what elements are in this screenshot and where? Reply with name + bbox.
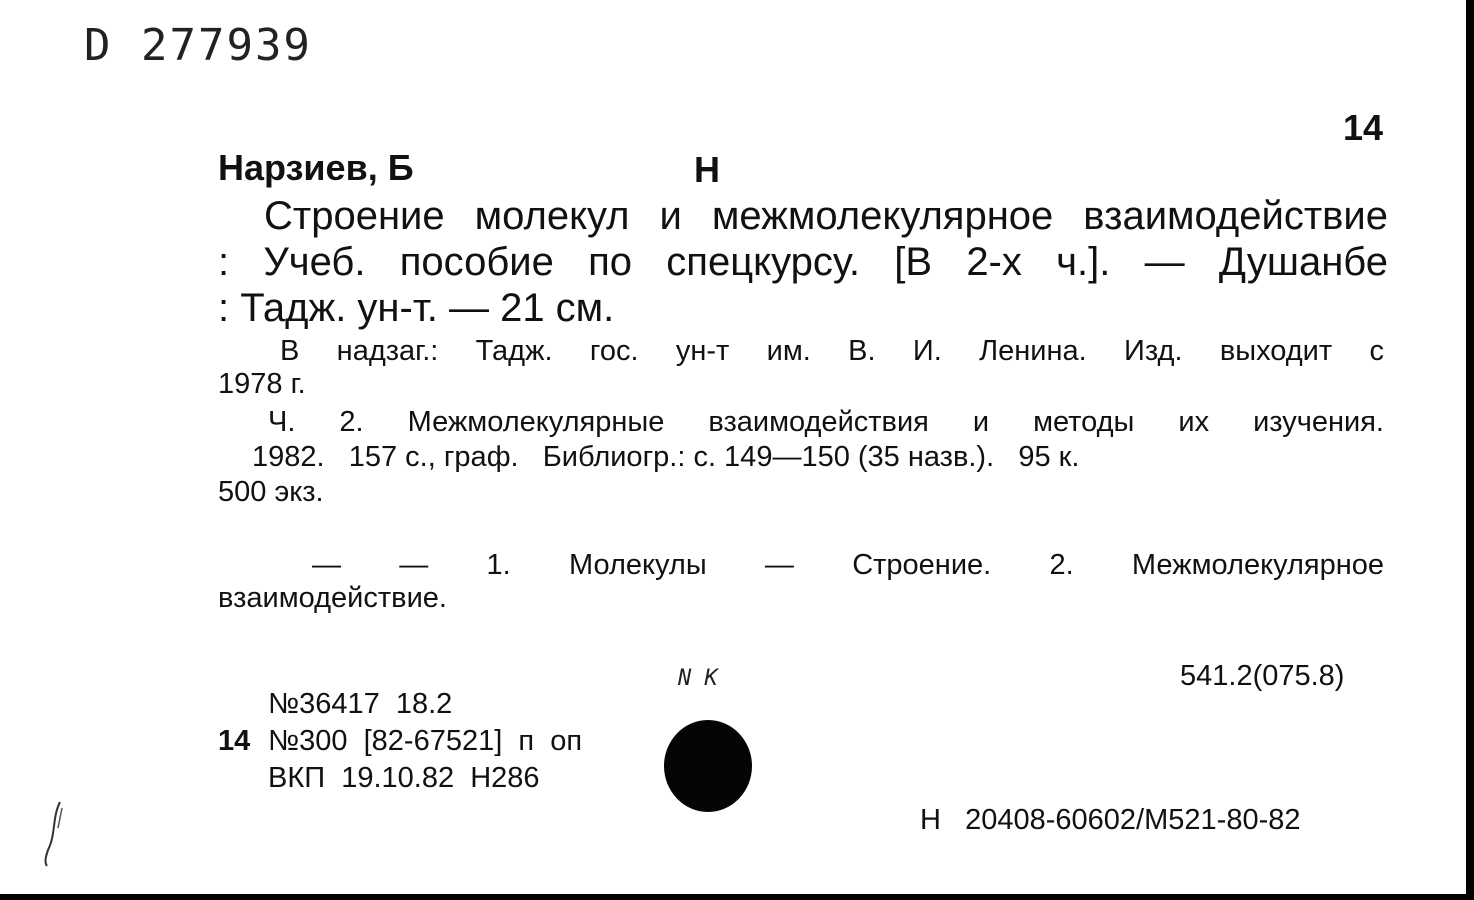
order-number: №36417 18.2	[268, 688, 453, 720]
vkp-line: ВКП 19.10.82 Н286	[268, 762, 540, 794]
subjects-line-2: взаимодействие.	[218, 582, 447, 614]
card-count: 14	[1343, 107, 1384, 148]
card-punch-hole	[664, 720, 752, 812]
part-line-2: 1982. 157 с., граф. Библиогр.: с. 149—150 (35 назв.). 95 к.	[252, 441, 1080, 473]
catalog-code: Н 20408-60602/М521-80-82	[920, 804, 1301, 836]
handwritten-id: D 277939	[84, 20, 312, 71]
udc-code: 541.2(075.8)	[1180, 660, 1345, 692]
note-line-1: В надзаг.: Тадж. гос. ун-т им. В. И. Ленина. Изд. выходит с	[280, 335, 1384, 367]
subjects-line-1: — — 1. Молекулы — Строение. 2. Межмолекулярное	[312, 549, 1384, 581]
pencil-scribble	[38, 798, 68, 868]
author-initial: Н	[694, 149, 720, 190]
order-line-2: №300 [82-67521] п оп	[268, 725, 583, 757]
part-line-3: 500 экз.	[218, 476, 324, 508]
part-line-1: Ч. 2. Межмолекулярные взаимодействия и методы их изучения.	[268, 406, 1384, 438]
title-line-2: : Учеб. пособие по спецкурсу. [В 2-х ч.]. — Душанбе	[218, 240, 1388, 284]
title-line-3: : Тадж. ун-т. — 21 см.	[218, 286, 615, 330]
handwritten-mark: N K	[678, 666, 718, 691]
title-line-1: Строение молекул и межмолекулярное взаимодействие	[264, 194, 1388, 238]
author-name: Нарзиев, Б	[218, 147, 414, 188]
copies-prefix: 14	[218, 725, 251, 757]
note-line-2: 1978 г.	[218, 368, 306, 400]
